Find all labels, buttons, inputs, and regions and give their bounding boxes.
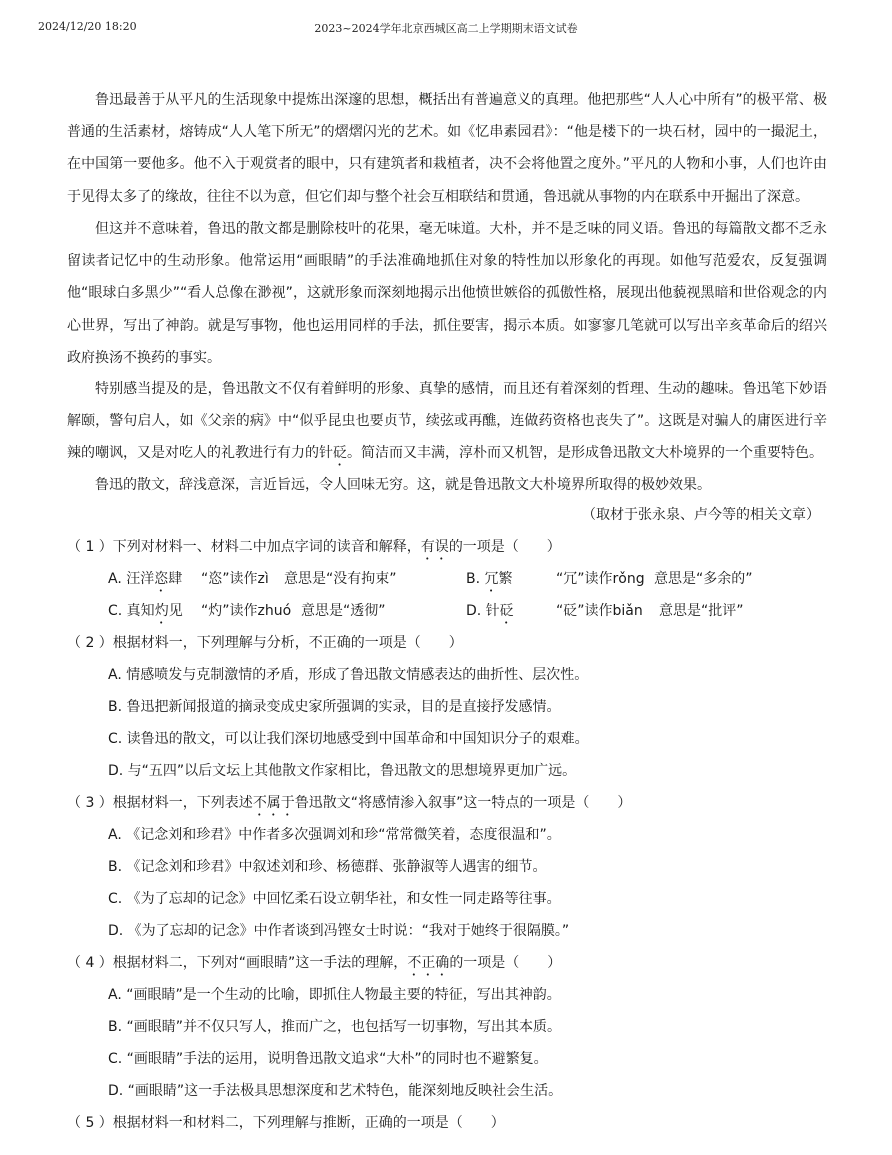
dotted-char: 冗	[484, 571, 499, 587]
option-text: A. 汪洋	[108, 571, 155, 587]
option-text: D. 针	[466, 603, 500, 619]
passage-paragraph-2: 但这并不意味着，鲁迅的散文都是删除枝叶的花果，毫无味道。大朴，并不是乏味的同义语。鲁迅的每篇散文都不乏永留读者记忆中的生动形象。他常运用“画眼睛”的手法准确地抓住对象的特性加以形象化的再现。如他写范爱农，反复强调他“眼球白多黑少”“看人总像在渺视”，这就形象而深刻地揭示出他愤世嫉俗的孤傲性格，展现出他藐视黑暗和世俗观念的内心世界，写出了神韵。就是写事物，他也运用同样的手法，抓住要害，揭示本质。如寥寥几笔就可以写出辛亥革命后的绍兴政府换汤不换药的事实。	[67, 221, 827, 366]
print-timestamp: 2024/12/20 18:20	[38, 20, 137, 33]
question-4-option-c[interactable]: C. “画眼睛”手法的运用，说明鲁迅散文追求“大朴”的同时也不避繁复。	[108, 1051, 548, 1067]
option-reading: “砭”读作biǎn	[556, 603, 643, 619]
option-text: 肆	[168, 571, 183, 587]
question-3-option-d[interactable]: D. 《为了忘却的记念》中作者谈到冯铿女士时说：“我对于她终于很隔膜。”	[108, 923, 570, 939]
question-1-option-b[interactable]	[466, 567, 826, 591]
question-text: 的一项是（ ）	[448, 539, 561, 555]
question-3-option-c[interactable]: C. 《为了忘却的记念》中回忆柔石设立朝华社，和女性一同走路等往事。	[108, 891, 561, 907]
dotted-char: 砭	[499, 603, 514, 619]
question-1-option-c[interactable]	[108, 599, 468, 623]
question-3-stem	[67, 791, 631, 819]
question-2-option-d[interactable]: D. 与“五四”以后文坛上其他散文作家相比，鲁迅散文的思想境界更加广远。	[108, 763, 577, 779]
option-meaning: 意思是“多余的”	[654, 571, 753, 587]
dotted-emphasis: 不属于	[252, 795, 295, 811]
question-1-stem	[67, 535, 561, 563]
question-2-option-a[interactable]: A. 情感喷发与克制激情的矛盾，形成了鲁迅散文情感表达的曲折性、层次性。	[108, 667, 589, 683]
option-meaning: 意思是“批评”	[659, 603, 744, 619]
question-2-stem: （ 2 ）根据材料一，下列理解与分析，不正确的一项是（ ）	[67, 635, 463, 651]
passage-paragraph-1: 鲁迅最善于从平凡的生活现象中提炼出深邃的思想，概括出有普遍意义的真理。他把那些“人人心中所有”的极平常、极普通的生活素材，熔铸成“人人笔下所无”的熠熠闪光的艺术。如《忆串素园君》：“他是楼下的一块石材，园中的一撮泥土，在中国第一要他多。他不入于观赏者的眼中，只有建筑者和栽植者，决不会将他置之度外。”平凡的人物和小事，人们也许由于见得太多了的缘故，往往不以为意，但它们却与整个社会互相联结和贯通，鲁迅就从事物的内在联系中开掘出了深意。	[67, 92, 827, 205]
option-reading: “灼”读作zhuó	[201, 603, 292, 619]
question-text: （ 3 ）根据材料一，下列表述	[67, 795, 253, 811]
option-text: B.	[466, 571, 485, 587]
question-2-option-c[interactable]: C. 读鲁迅的散文，可以让我们深切地感受到中国革命和中国知识分子的艰难。	[108, 731, 589, 747]
passage-paragraph-4: 鲁迅的散文，辞浅意深，言近旨远，令人回味无穷。这，就是鲁迅散文大朴境界所取得的极妙效果。	[95, 477, 711, 493]
option-reading: “冗”读作rǒng	[556, 571, 645, 587]
question-5-stem: （ 5 ）根据材料一和材料二，下列理解与推断，正确的一项是（ ）	[67, 1115, 505, 1131]
question-4-option-a[interactable]: A. “画眼睛”是一个生动的比喻，即抓住人物最主要的特征，写出其神韵。	[108, 987, 561, 1003]
dotted-char: 恣	[154, 571, 169, 587]
option-text: 见	[168, 603, 183, 619]
question-4-option-d[interactable]: D. “画眼睛”这一手法极具思想深度和艺术特色，能深刻地反映社会生活。	[108, 1083, 563, 1099]
question-text: 鲁迅散文“将感情渗入叙事”这一特点的一项是（ ）	[294, 795, 632, 811]
question-4-option-b[interactable]: B. “画眼睛”并不仅只写人，推而广之，也包括写一切事物，写出其本质。	[108, 1019, 562, 1035]
dotted-char: 砭	[333, 445, 347, 462]
question-text: （ 1 ）下列对材料一、材料二中加点字词的读音和解释，	[67, 539, 421, 555]
option-meaning: 意思是“透彻”	[301, 603, 386, 619]
option-text: C. 真知	[108, 603, 155, 619]
dotted-emphasis: 有误	[420, 539, 449, 555]
question-2-option-b[interactable]: B. 鲁迅把新闻报道的摘录变成史家所强调的实录，目的是直接抒发感情。	[108, 699, 561, 715]
source-citation: （取材于张永泉、卢今等的相关文章）	[582, 507, 820, 523]
question-3-option-b[interactable]: B. 《记念刘和珍君》中叙述刘和珍、杨德群、张静淑等人遇害的细节。	[108, 859, 547, 875]
page-header	[0, 20, 892, 40]
paragraph-3-text-a: 特别感当提及的是，鲁迅散文不仅有着鲜明的形象、真挚的感情，而且还有着深刻的哲理、生动的趣味。鲁迅笔下妙语解颐，警句启人，如《父亲的病》中“似乎昆虫也要贞节，续弦或再醮，连做药资格也丧失了”。这既是对骗人的庸医进行辛辣的嘲讽，又是对吃人的礼教进行有力的针	[67, 381, 827, 462]
passage-paragraph-3	[67, 373, 827, 470]
option-meaning: 意思是“没有拘束”	[284, 571, 397, 587]
paragraph-3-text-b: 。简洁而又丰满，淳朴而又机智，是形成鲁迅散文大朴境界的一个重要特色。	[347, 445, 823, 462]
question-text: （ 4 ）根据材料二，下列对“画眼睛”这一手法的理解，	[67, 955, 408, 971]
question-text: 的一项是（ ）	[449, 955, 562, 971]
document-title: 2023~2024学年北京西城区高二上学期期末语文试卷	[314, 22, 578, 35]
question-3-option-a[interactable]: A. 《记念刘和珍君》中作者多次强调刘和珍“常常微笑着，态度很温和”。	[108, 827, 561, 843]
dotted-emphasis: 不正确	[407, 955, 450, 971]
option-reading: “恣”读作zì	[201, 571, 269, 587]
dotted-char: 灼	[154, 603, 169, 619]
question-4-stem	[67, 951, 561, 979]
question-1-option-d[interactable]	[466, 599, 826, 623]
option-text: 繁	[498, 571, 513, 587]
